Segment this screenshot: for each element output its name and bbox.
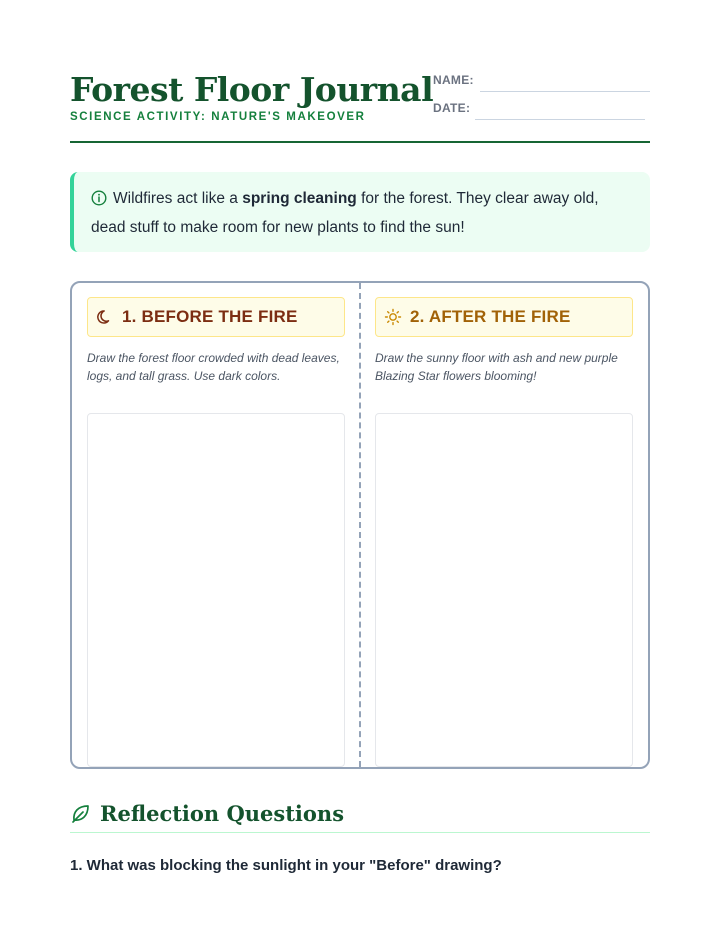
name-label: NAME:: [433, 73, 474, 87]
sun-icon: [384, 308, 402, 326]
name-line[interactable]: [480, 91, 650, 92]
moon-icon: [96, 308, 114, 326]
panel-divider: [359, 283, 361, 767]
before-drawing-area[interactable]: [87, 413, 345, 767]
callout-emphasis: spring cleaning: [242, 190, 357, 207]
worksheet-page: [70, 0, 650, 932]
date-label: DATE:: [433, 101, 471, 115]
after-title: 2. AFTER THE FIRE: [410, 307, 571, 326]
reflection-divider: [70, 832, 650, 833]
callout-text-end: for the forest. They clear away old, dead stuff to make room for new plants to find the sun!: [91, 190, 599, 236]
journal-title: Forest Floor Journal: [70, 70, 434, 109]
date-field[interactable]: [433, 101, 650, 121]
before-column: [87, 297, 345, 767]
info-icon: [91, 189, 107, 215]
name-field[interactable]: [433, 73, 650, 93]
after-drawing-area[interactable]: [375, 413, 633, 767]
before-tag: [87, 297, 345, 337]
date-line[interactable]: [475, 119, 645, 120]
after-column: [375, 297, 633, 767]
leaf-icon: [70, 802, 92, 824]
before-instruction: Draw the forest floor crowded with dead leaves, logs, and tall grass. Use dark colors.: [87, 351, 340, 383]
header-divider: [70, 141, 650, 143]
callout-text-start: Wildfires act like a: [113, 190, 243, 207]
drawing-panel: [70, 281, 650, 769]
after-instruction: Draw the sunny floor with ash and new purple Blazing Star flowers blooming!: [375, 351, 618, 383]
info-callout: [70, 172, 650, 252]
reflection-heading: Reflection Questions: [100, 800, 345, 826]
reflection-header: [70, 798, 344, 828]
before-title: 1. BEFORE THE FIRE: [122, 307, 298, 326]
reflection-question-1: 1. What was blocking the sunlight in your "Before" drawing?: [70, 857, 502, 874]
after-tag: [375, 297, 633, 337]
activity-subtitle: SCIENCE ACTIVITY: NATURE'S MAKEOVER: [70, 111, 366, 123]
